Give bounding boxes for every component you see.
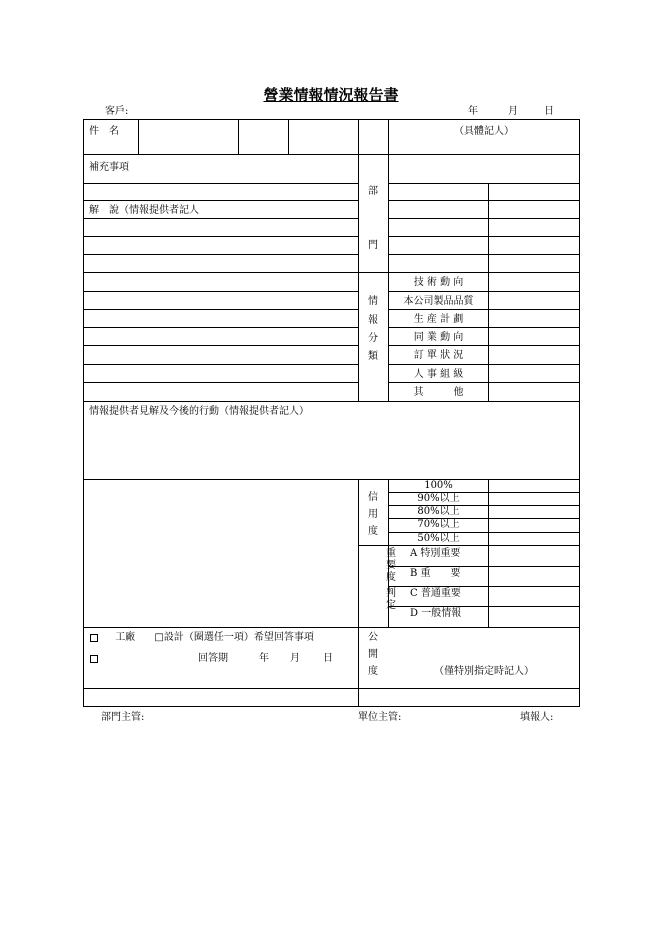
answer-month: 月 [290,653,300,664]
category-item: 本公司製品品質 [403,296,474,307]
disclosure-char: 公 [368,632,378,643]
category-char: 類 [368,351,378,362]
category-char: 報 [368,315,378,326]
row-line [83,688,580,689]
disclosure-note: （僅特別指定時記人） [434,666,534,677]
right-row-line [388,183,580,184]
disclosure-char: 開 [368,649,378,660]
explanation-label: 解 說（情報提供者記人 [89,205,199,216]
item-name-label: 件 名 [89,126,119,137]
importance-level: A 特別重要 [410,548,461,559]
dept-head-label: 部門主管: [101,712,145,723]
frame-right [579,119,580,707]
right-row-line [388,566,580,567]
row-line [83,154,580,155]
answer-row [90,653,98,665]
row-line [83,183,359,184]
col-divider-b [358,479,359,706]
right-row-line [388,309,580,310]
answer-checkbox[interactable] [90,655,98,663]
credibility-level: 90%以上 [417,493,460,504]
factory-checkbox[interactable] [90,634,98,642]
importance-char: 度 [386,572,396,583]
importance-char: 重 [386,548,396,559]
filler-label: 填報人: [520,712,554,723]
row-line [83,364,359,365]
row-line [83,627,580,628]
factory-row [90,632,314,644]
answer-day: 日 [323,653,333,664]
right-row-line [388,236,580,237]
importance-level: D 一般情報 [410,608,462,619]
category-char: 情 [368,296,378,307]
category-item: 同 業 動 向 [413,332,464,343]
col-divider-f [488,479,489,627]
name-divider-3 [288,119,289,155]
row-line [83,382,359,383]
category-item: 訂 單 狀 況 [413,350,464,361]
importance-char: 定 [386,600,396,611]
right-row-line [388,586,580,587]
right-row-line [388,291,580,292]
page-title: 營業情報情況報告書 [263,86,399,104]
right-row-line [388,218,580,219]
row-line [83,254,359,255]
right-row-line [388,345,580,346]
month-label: 月 [508,106,518,117]
category-item: 其 他 [413,387,464,398]
day-label: 日 [544,106,554,117]
name-divider-1 [138,119,139,155]
row-line [83,272,580,273]
supplement-label: 補充事項 [89,162,129,173]
unit-head-label: 單位主管: [358,712,402,723]
right-row-line [388,382,580,383]
credibility-level: 50%以上 [417,533,460,544]
category-item: 人 事 組 級 [413,369,464,380]
row-line [83,291,359,292]
frame-bottom [83,706,580,707]
factory-label: 工廠 [115,632,136,643]
row-line [83,309,359,310]
importance-char: 要 [386,560,396,571]
right-row-line [388,200,580,201]
dept-char-2: 門 [368,240,378,251]
credibility-char: 度 [368,526,378,537]
answer-year: 年 [259,653,269,664]
credibility-level: 80%以上 [417,506,460,517]
dept-char-1: 部 [368,186,378,197]
col-divider-a [358,119,359,401]
row-line [83,401,580,402]
row-line [83,218,359,219]
frame-top [83,119,580,120]
right-row-line [388,327,580,328]
importance-level: C 普通重要 [410,588,461,599]
row-line [83,327,359,328]
importance-char: 判 [386,588,396,599]
concrete-note: （具體記人） [454,126,514,137]
right-row-line [388,606,580,607]
col-divider-e [488,183,489,401]
credibility-level: 100% [424,480,453,491]
credibility-char: 用 [368,509,378,520]
credibility-level: 70%以上 [417,519,460,530]
customer-label: 客戶: [105,106,129,117]
opinion-label: 情報提供者見解及今後的行動（情報提供者記人） [89,406,309,417]
right-row-line [358,545,580,546]
design-line: □設計（圈選任一項）希望回答事項 [154,632,314,643]
row-line [83,236,359,237]
category-char: 分 [368,333,378,344]
row-line [83,200,359,201]
row-line [83,345,359,346]
right-row-line [388,364,580,365]
right-row-line [388,254,580,255]
credibility-char: 信 [368,492,378,503]
category-item: 技 術 動 向 [413,277,464,288]
row-line [83,479,580,480]
category-item: 生 産 計 劃 [413,314,464,325]
frame-left [83,119,84,707]
disclosure-char: 度 [368,666,378,677]
year-label: 年 [468,106,478,117]
name-divider-2 [238,119,239,155]
importance-level: B 重 要 [410,568,461,579]
answer-period-label: 回答期 [198,653,228,664]
